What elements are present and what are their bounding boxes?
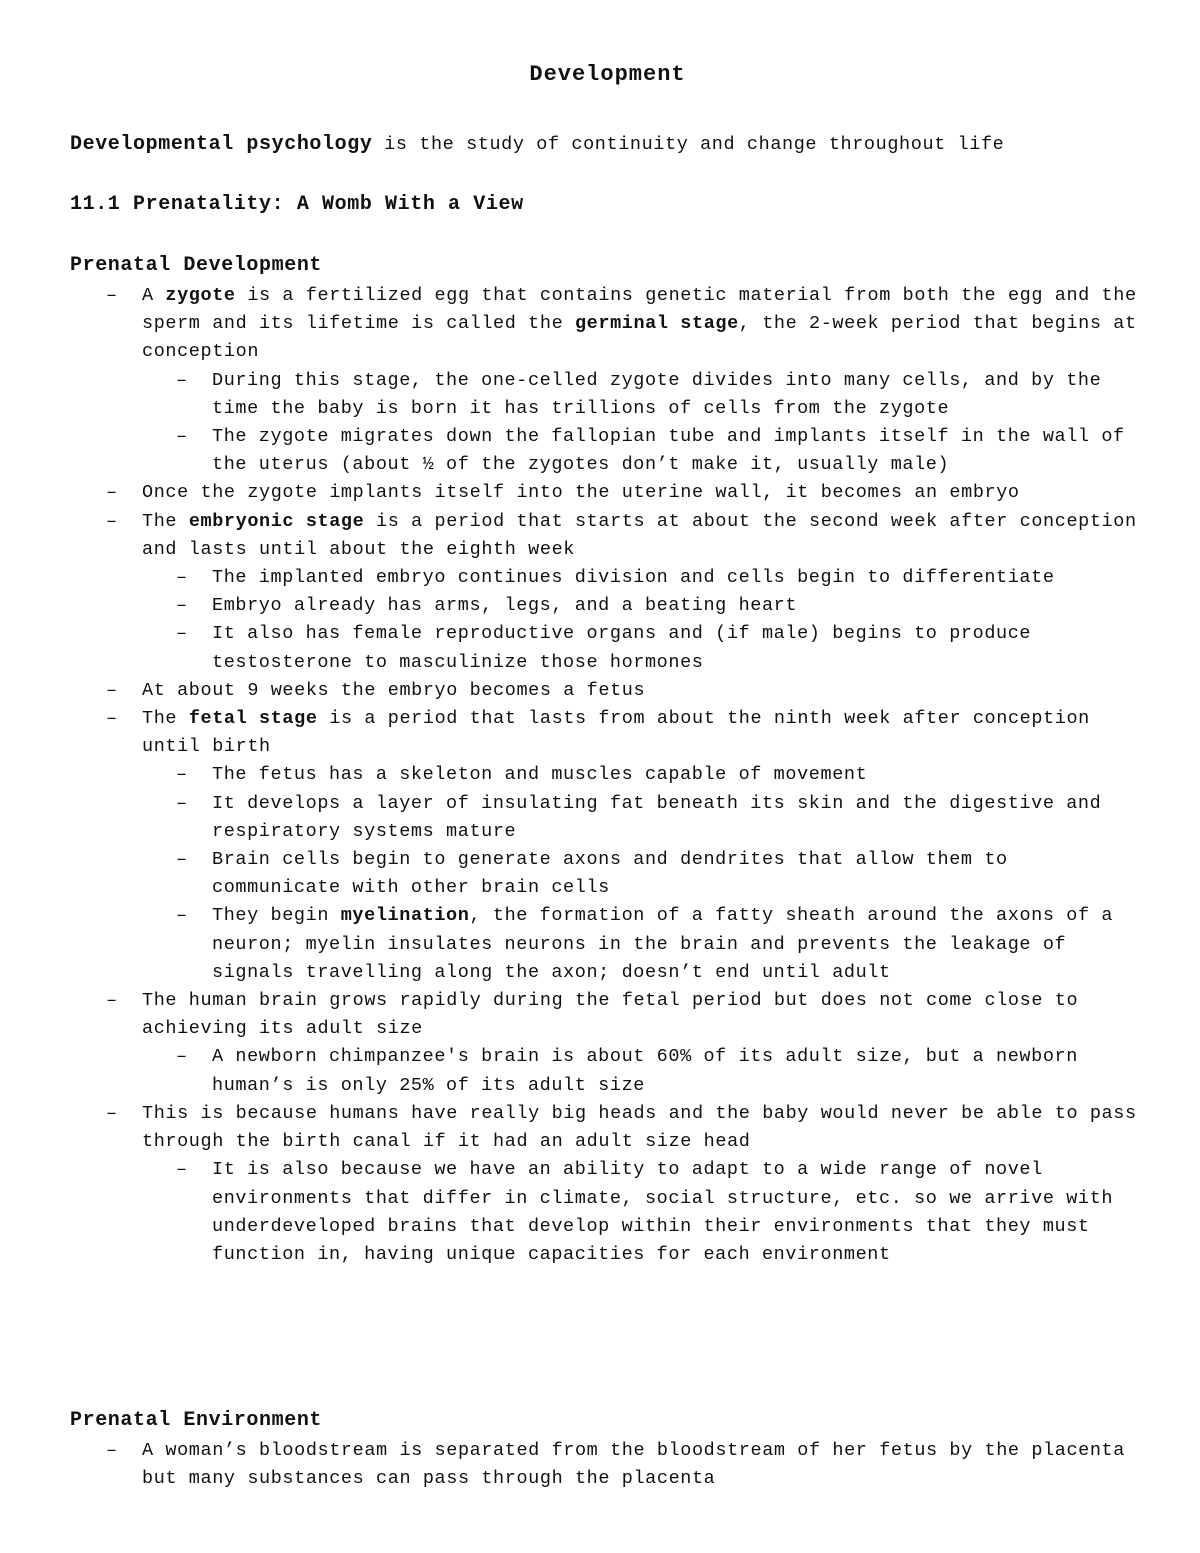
key-term: fetal stage: [188, 708, 318, 730]
bullet-dash: –: [176, 792, 188, 814]
item-text: During this stage, the one-celled zygote divides into many cells, and by the time the baby is born it has trillions of cells from the zygote: [212, 369, 1102, 419]
bullet-dash: –: [176, 567, 188, 589]
subsection-title-prenatal-environment: Prenatal Environment: [70, 1409, 323, 1432]
item-text: The implanted embryo continues division and cells begin to differentiate: [212, 567, 1055, 589]
item-text: The fetus has a skeleton and muscles capable of movement: [212, 764, 868, 786]
sub-list-item: [0, 592, 1142, 620]
bullet-dash: –: [176, 369, 188, 391]
sub-list: [142, 1043, 1142, 1099]
list-item: [0, 508, 1142, 677]
prenatal-environment-list: [0, 1437, 1200, 1493]
bullet-dash: –: [106, 285, 118, 306]
list-item: [0, 479, 1142, 507]
bullet-dash: –: [106, 1102, 118, 1124]
bullet-dash: –: [106, 990, 118, 1012]
item-text: A woman’s bloodstream is separated from the bloodstream of her fetus by the placenta but many substances can pass through the placenta: [142, 1440, 1125, 1490]
list-item: [0, 677, 1142, 705]
bullet-dash: –: [106, 1440, 118, 1461]
sub-list-item: [0, 1156, 1142, 1269]
item-text: The human brain grows rapidly during the fetal period but does not come close to achieving its adult size: [142, 990, 1079, 1040]
definition-term: Developmental psychology: [70, 133, 373, 156]
key-term: germinal stage: [574, 313, 739, 335]
definition-line: [70, 133, 1180, 156]
item-text: , the 2-week period that begins at conception: [142, 313, 1137, 363]
list-item: [0, 987, 1142, 1100]
bullet-dash: –: [176, 623, 188, 645]
key-term: myelination: [340, 905, 470, 927]
definition-text: is the study of continuity and change throughout life: [372, 134, 1005, 155]
prenatal-development-list: [0, 282, 1200, 1269]
sub-list-item: [0, 564, 1142, 592]
sub-list-item: [0, 367, 1142, 423]
item-text: Embryo already has arms, legs, and a beating heart: [212, 595, 798, 617]
item-text: The zygote migrates down the fallopian tube and implants itself in the wall of the uterus (about ½ of the zygotes don’t make it, usually male): [212, 426, 1125, 476]
item-text: is a period that lasts from about the ninth week after conception until birth: [142, 708, 1090, 758]
subsection-title-prenatal-development: Prenatal Development: [70, 254, 323, 277]
item-text: Once the zygote implants itself into the uterine wall, it becomes an embryo: [142, 482, 1020, 504]
item-text: It also has female reproductive organs and (if male) begins to produce testosterone to masculinize those hormones: [212, 623, 1032, 673]
item-text: At about 9 weeks the embryo becomes a fetus: [142, 679, 646, 701]
sub-list: [142, 1156, 1142, 1269]
item-text: This is because humans have really big heads and the baby would never be able to pass through the birth canal if it had an adult size head: [142, 1102, 1137, 1153]
item-text: A newborn chimpanzee's brain is about 60% of its adult size, but a newborn human’s is only 25% of its adult size: [212, 1046, 1078, 1096]
item-text: A: [142, 285, 166, 306]
bullet-dash: –: [176, 905, 188, 927]
sub-list-item: [0, 790, 1142, 846]
sub-list-item: [0, 902, 1142, 987]
item-text: The: [142, 510, 189, 532]
item-text: It develops a layer of insulating fat beneath its skin and the digestive and respiratory systems mature: [212, 792, 1102, 842]
sub-list-item: [0, 620, 1142, 676]
item-text: They begin: [212, 905, 341, 927]
item-text: The: [142, 708, 189, 730]
bullet-dash: –: [176, 764, 188, 786]
sub-list-item: [0, 1043, 1142, 1099]
list-item: [0, 1437, 1142, 1493]
bullet-dash: –: [176, 426, 188, 448]
key-term: embryonic stage: [188, 510, 365, 532]
item-text: It is also because we have an ability to adapt to a wide range of novel environments that differ in climate, social structure, etc. so we arrive with underdeveloped brains that develop within their environments that they must function in, having unique capacities for each environment: [212, 1159, 1114, 1265]
sub-list: [142, 761, 1142, 987]
sub-list-item: [0, 846, 1142, 902]
list-item: [0, 282, 1142, 479]
bullet-dash: –: [106, 708, 118, 730]
bullet-dash: –: [176, 1159, 188, 1181]
item-text: is a fertilized egg that contains genetic material from both the egg and the sperm and its lifetime is called the: [142, 285, 1137, 335]
bullet-dash: –: [106, 482, 118, 504]
section-title: 11.1 Prenatality: A Womb With a View: [70, 193, 524, 216]
bullet-dash: –: [176, 849, 188, 871]
bullet-dash: –: [176, 595, 188, 617]
bullet-dash: –: [106, 510, 118, 532]
sub-list: [142, 564, 1142, 677]
bullet-dash: –: [106, 679, 118, 701]
list-item: [0, 705, 1142, 987]
sub-list: [142, 367, 1142, 480]
sub-list-item: [0, 423, 1142, 479]
sub-list-item: [0, 761, 1142, 789]
item-text: is a period that starts at about the second week after conception and lasts until about the eighth week: [142, 510, 1137, 560]
page-title: Development: [529, 62, 686, 87]
list-item: [0, 1100, 1142, 1269]
item-text: , the formation of a fatty sheath around the axons of a neuron; myelin insulates neurons in the brain and prevents the leakage of signals travelling along the axon; doesn’t end until adult: [212, 905, 1114, 983]
key-term: zygote: [165, 285, 236, 306]
bullet-dash: –: [176, 1046, 188, 1068]
item-text: Brain cells begin to generate axons and dendrites that allow them to communicate with other brain cells: [212, 849, 1008, 899]
